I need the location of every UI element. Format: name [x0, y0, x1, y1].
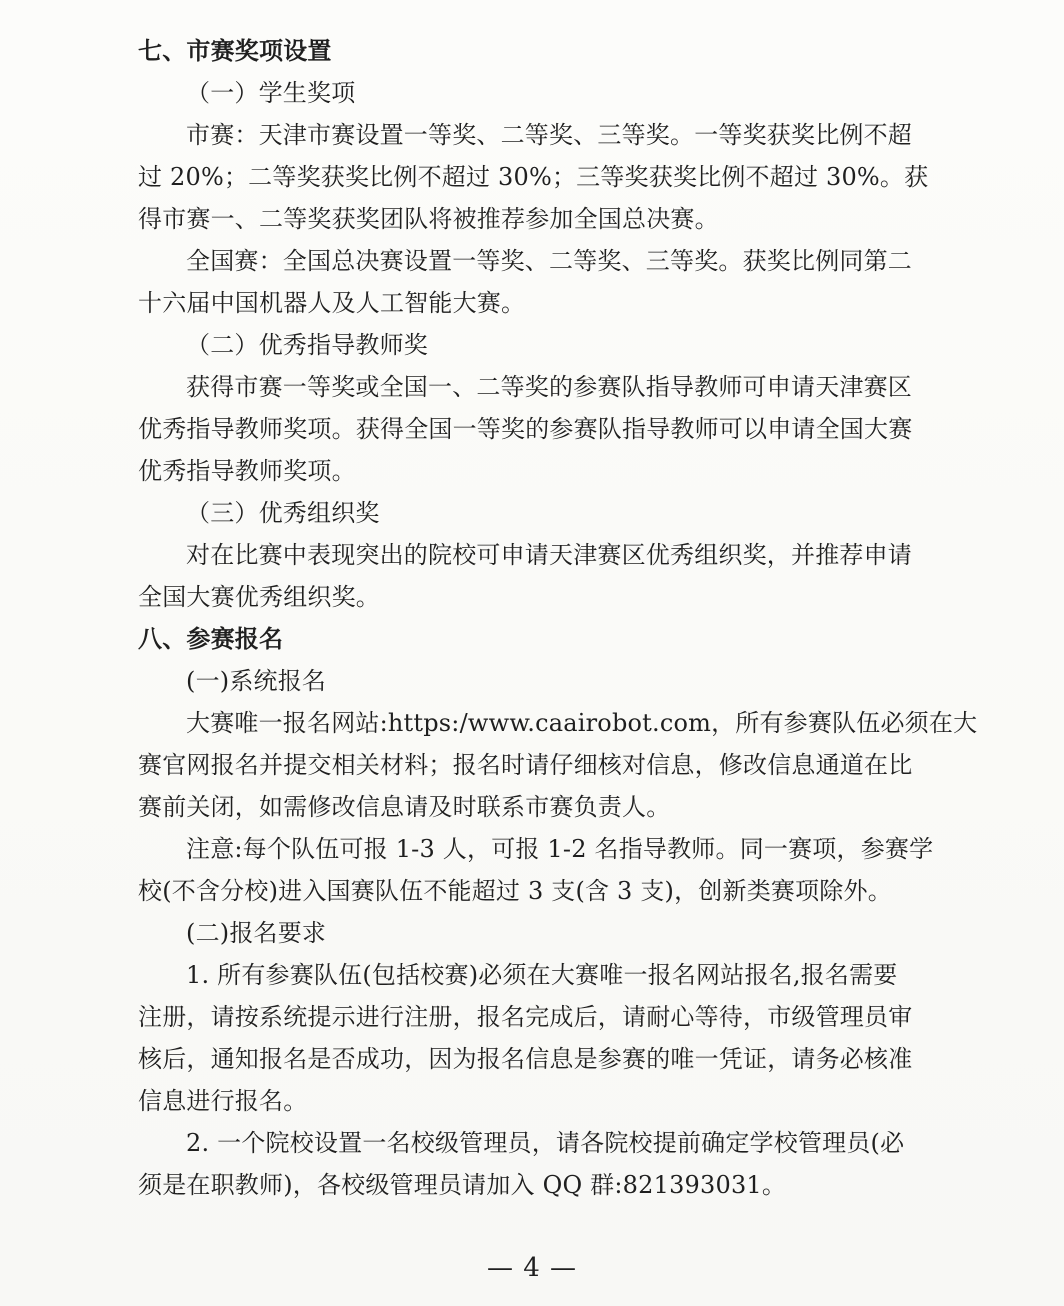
- paragraph-line: 优秀指导教师奖项。获得全国一等奖的参赛队指导教师可以申请全国大赛: [138, 415, 913, 443]
- subsection-heading-organization-award: （三）优秀组织奖: [186, 499, 380, 527]
- paragraph-line: 全国赛：全国总决赛设置一等奖、二等奖、三等奖。获奖比例同第二: [186, 247, 912, 275]
- paragraph-line: 对在比赛中表现突出的院校可申请天津赛区优秀组织奖，并推荐申请: [186, 541, 912, 569]
- paragraph-line: 得市赛一、二等奖获奖团队将被推荐参加全国总决赛。: [138, 205, 719, 233]
- document-content: [138, 30, 978, 1206]
- section-heading-registration: 八、参赛报名: [138, 624, 284, 653]
- paragraph-line: 赛官网报名并提交相关材料；报名时请仔细核对信息，修改信息通道在比: [138, 751, 913, 779]
- paragraph-line: 核后，通知报名是否成功，因为报名信息是参赛的唯一凭证，请务必核准: [138, 1045, 913, 1073]
- subsection-heading-system-registration: (一)系统报名: [186, 667, 327, 695]
- subsection-heading-student-awards: （一）学生奖项: [186, 79, 356, 107]
- paragraph-line: 大赛唯一报名网站:https:/www.caairobot.com，所有参赛队伍必须在大: [186, 709, 978, 737]
- paragraph-line: 须是在职教师)，各校级管理员请加入 QQ 群:821393031。: [138, 1171, 787, 1199]
- paragraph-line: 市赛：天津市赛设置一等奖、二等奖、三等奖。一等奖获奖比例不超: [186, 121, 912, 149]
- paragraph-line: 2. 一个院校设置一名校级管理员，请各院校提前确定学校管理员(必: [186, 1129, 905, 1157]
- page-number: — 4 —: [486, 1253, 578, 1283]
- paragraph-line: 获得市赛一等奖或全国一、二等奖的参赛队指导教师可申请天津赛区: [186, 373, 912, 401]
- subsection-heading-teacher-award: （二）优秀指导教师奖: [186, 331, 428, 359]
- paragraph-line: 全国大赛优秀组织奖。: [138, 583, 380, 611]
- subsection-heading-registration-requirements: (二)报名要求: [186, 919, 327, 947]
- paragraph-line: 优秀指导教师奖项。: [138, 457, 356, 485]
- paragraph-line: 注册，请按系统提示进行注册，报名完成后，请耐心等待，市级管理员审: [138, 1003, 913, 1031]
- paragraph-line: 过 20%；二等奖获奖比例不超过 30%；三等奖获奖比例不超过 30%。获: [138, 163, 929, 191]
- paragraph-line: 注意:每个队伍可报 1-3 人，可报 1-2 名指导教师。同一赛项，参赛学: [186, 835, 934, 863]
- paragraph-line: 信息进行报名。: [138, 1087, 308, 1115]
- section-heading-awards: 七、市赛奖项设置: [138, 36, 332, 65]
- paragraph-line: 1. 所有参赛队伍(包括校赛)必须在大赛唯一报名网站报名,报名需要: [186, 961, 898, 989]
- paragraph-line: 赛前关闭，如需修改信息请及时联系市赛负责人。: [138, 793, 671, 821]
- paragraph-line: 十六届中国机器人及人工智能大赛。: [138, 289, 526, 317]
- paragraph-line: 校(不含分校)进入国赛队伍不能超过 3 支(含 3 支)，创新类赛项除外。: [138, 877, 892, 905]
